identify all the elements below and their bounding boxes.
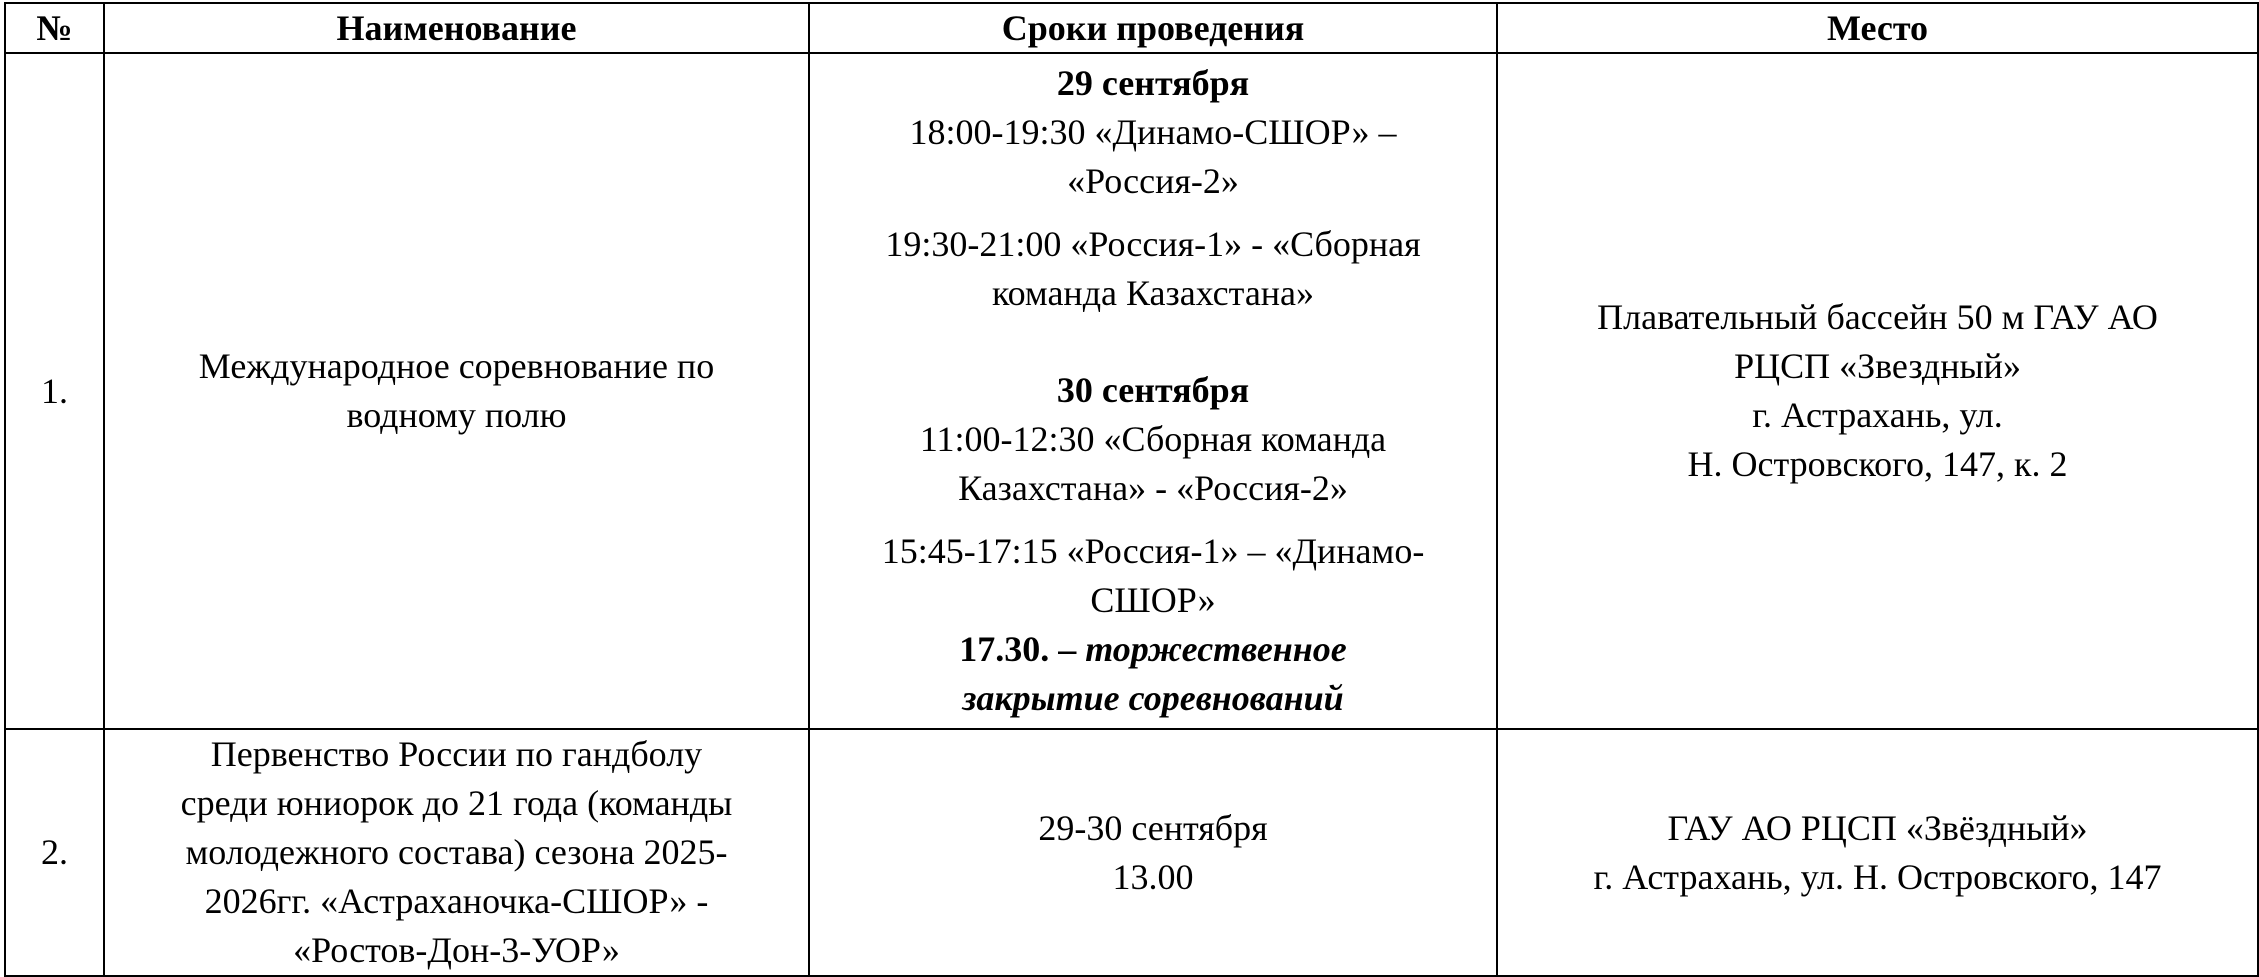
row-number: 1. xyxy=(5,53,104,729)
match-line: «Россия-2» xyxy=(1067,161,1239,201)
header-row xyxy=(5,3,2258,53)
place-line: г. Астрахань, ул. Н. Островского, 147 xyxy=(1593,856,2162,897)
header-name: Наименование xyxy=(104,3,809,53)
events-table xyxy=(4,2,2259,977)
table-row xyxy=(5,53,2258,729)
event-place xyxy=(1497,729,2258,976)
match-line: 18:00-19:30 «Динамо-СШОР» – xyxy=(909,112,1397,152)
day-date: 30 сентября xyxy=(1056,370,1250,410)
event-name-line: 2026гг. «Астраханочка-СШОР» - xyxy=(204,881,709,921)
event-name-line: Международное соревнование по xyxy=(198,346,715,386)
event-name-line: молодежного состава) сезона 2025- xyxy=(185,832,728,872)
closing-text: закрытие соревнований xyxy=(962,678,1344,718)
row-number: 2. xyxy=(5,729,104,976)
event-dates xyxy=(809,729,1497,976)
match-line: 11:00-12:30 «Сборная команда xyxy=(919,419,1387,459)
header-place: Место xyxy=(1497,3,2258,53)
match-line: Казахстана» - «Россия-2» xyxy=(958,468,1348,508)
event-name-line: «Ростов-Дон-3-УОР» xyxy=(293,930,620,970)
date-line: 13.00 xyxy=(1112,856,1194,897)
match-line: 19:30-21:00 «Россия-1» - «Сборная xyxy=(885,224,1421,264)
header-number: № xyxy=(5,3,104,53)
closing-ceremony xyxy=(816,625,1490,674)
event-name-line: Первенство России по гандболу xyxy=(210,734,703,774)
closing-time: 17.30. – xyxy=(959,629,1077,669)
place-line: ГАУ АО РЦСП «Звёздный» xyxy=(1667,807,2088,848)
place-line: Н. Островского, 147, к. 2 xyxy=(1687,444,2068,484)
event-dates xyxy=(809,53,1497,729)
place-line: Плавательный бассейн 50 м ГАУ АО xyxy=(1597,297,2158,337)
match-line: 15:45-17:15 «Россия-1» – «Динамо- xyxy=(881,531,1425,571)
table-row xyxy=(5,729,2258,976)
event-place xyxy=(1497,53,2258,729)
date-line: 29-30 сентября xyxy=(1038,807,1268,848)
header-dates: Сроки проведения xyxy=(809,3,1497,53)
place-line: г. Астрахань, ул. xyxy=(1752,395,2003,435)
event-name xyxy=(104,729,809,976)
event-name-line: водному полю xyxy=(346,395,567,435)
match-line: команда Казахстана» xyxy=(991,273,1315,313)
event-name-line: среди юниорок до 21 года (команды xyxy=(180,783,733,823)
closing-text: торжественное xyxy=(1085,629,1347,669)
day-date: 29 сентября xyxy=(1056,63,1250,103)
place-line: РЦСП «Звездный» xyxy=(1734,346,2021,386)
event-name xyxy=(104,53,809,729)
match-line: СШОР» xyxy=(1090,580,1216,620)
